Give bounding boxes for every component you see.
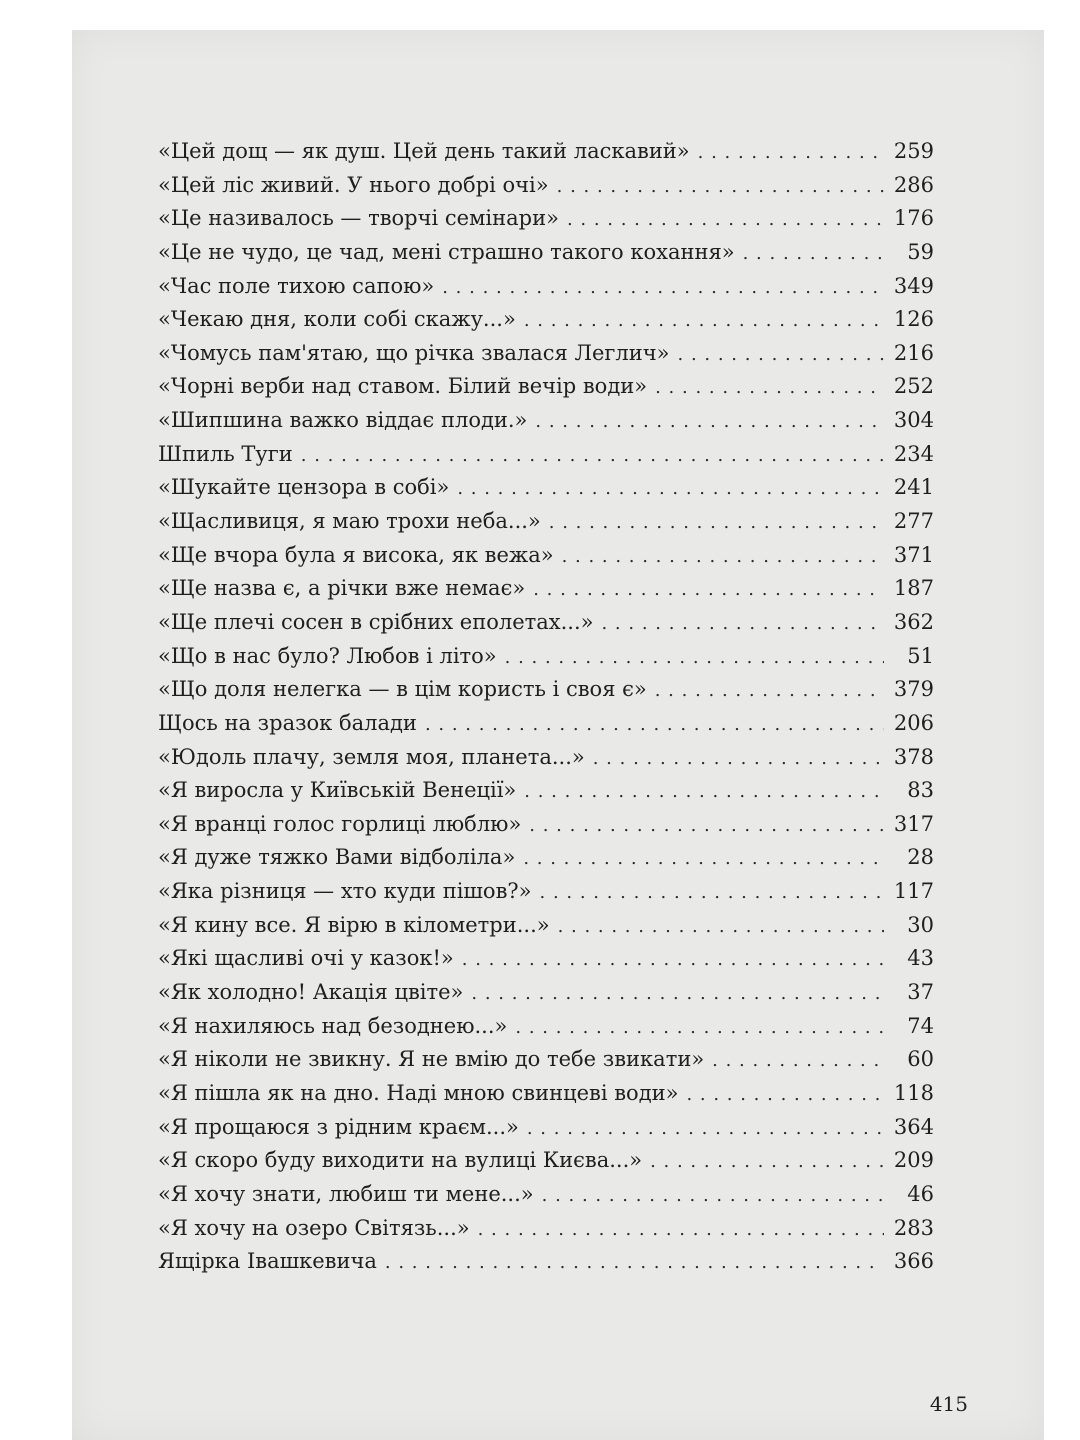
dot-leader: [471, 983, 884, 1004]
dot-leader: [601, 613, 884, 634]
toc-entry-page: 283: [893, 1215, 934, 1240]
toc-entry-page: 259: [893, 139, 934, 163]
dot-leader: [549, 512, 884, 533]
table-of-contents: [158, 139, 934, 1283]
toc-entry-title: Щось на зразок балади: [158, 710, 417, 735]
toc-entry-title: «Я вранці голос горлиці люблю»: [158, 811, 522, 836]
toc-entry: [158, 879, 934, 913]
toc-entry-title: «Юдоль плачу, земля моя, планета...»: [158, 744, 585, 769]
dot-leader: [542, 1185, 884, 1206]
dot-leader: [540, 882, 884, 903]
toc-entry-title: «Чорні верби над ставом. Білий вечір води»: [158, 374, 648, 399]
toc-entry-title: «Я скоро буду виходити на вулиці Києва...»: [158, 1148, 643, 1173]
dot-leader: [562, 546, 884, 567]
toc-entry-title: «Ще вчора була я висока, як вежа»: [158, 542, 554, 567]
toc-entry-page: 187: [893, 576, 934, 601]
toc-entry-title: «Ще назва є, а річки вже немає»: [158, 576, 526, 601]
dot-leader: [523, 848, 884, 869]
toc-entry-title: «Я хочу знати, любиш ти мене...»: [158, 1181, 534, 1206]
toc-entry-title: «Що доля нелегка — в цім користь і своя є»: [158, 677, 647, 702]
toc-entry-page: 43: [907, 946, 934, 971]
toc-entry-title: «Я дуже тяжко Вами відболіла»: [158, 845, 516, 870]
toc-entry: [158, 980, 934, 1014]
toc-entry-title: «Шукайте цензора в собі»: [158, 475, 450, 500]
toc-entry-title: «Які щасливі очі у казок!»: [158, 946, 454, 971]
toc-entry-page: 37: [907, 980, 934, 1005]
toc-entry: [158, 610, 934, 644]
dot-leader: [557, 176, 884, 197]
toc-entry-page: 118: [893, 1080, 934, 1105]
toc-entry: [158, 778, 934, 812]
book-page: [72, 30, 1044, 1440]
toc-entry-page: 59: [907, 239, 934, 264]
dot-leader: [533, 579, 884, 600]
toc-entry-title: «Щасливиця, я маю трохи неба...»: [158, 509, 541, 534]
toc-entry-page: 304: [893, 408, 934, 433]
toc-entry-page: 286: [893, 172, 934, 197]
toc-entry-page: 30: [907, 912, 934, 937]
toc-entry-page: 206: [893, 710, 934, 735]
toc-entry-title: «Цей дощ — як душ. Цей день такий ласкавий»: [158, 139, 690, 163]
toc-entry-title: «Це називалось — творчі семінари»: [158, 206, 559, 231]
toc-entry-page: 362: [893, 609, 934, 634]
toc-entry: [158, 913, 934, 947]
toc-entry: [158, 240, 934, 274]
dot-leader: [650, 1151, 884, 1172]
dot-leader: [524, 310, 884, 331]
dot-leader: [686, 1084, 884, 1105]
toc-entry-title: «Чекаю дня, коли собі скажу...»: [158, 307, 516, 332]
toc-entry-page: 216: [893, 340, 934, 365]
dot-leader: [515, 1017, 884, 1038]
toc-entry: [158, 1249, 934, 1283]
toc-entry-title: Ящірка Івашкевича: [158, 1249, 377, 1274]
toc-entry-page: 379: [893, 677, 934, 702]
toc-entry-title: «Цей ліс живий. У нього добрі очі»: [158, 172, 549, 197]
toc-entry: [158, 173, 934, 207]
toc-entry-page: 317: [893, 811, 934, 836]
toc-entry: [158, 408, 934, 442]
toc-entry: [158, 1182, 934, 1216]
dot-leader: [442, 277, 884, 298]
toc-entry-title: «Я хочу на озеро Світязь...»: [158, 1215, 470, 1240]
toc-entry-title: «Я виросла у Київській Венеції»: [158, 778, 517, 803]
toc-entry: [158, 711, 934, 745]
page-number: 415: [929, 1392, 968, 1416]
toc-entry-title: «Я ніколи не звикну. Я не вмію до тебе звикати»: [158, 1047, 705, 1072]
toc-entry: [158, 812, 934, 846]
toc-entry-page: 241: [893, 475, 934, 500]
dot-leader: [712, 1050, 884, 1071]
toc-entry-page: 234: [893, 441, 934, 466]
dot-leader: [527, 1118, 884, 1139]
toc-entry-title: «Я кину все. Я вірю в кілометри...»: [158, 912, 550, 937]
toc-entry-page: 46: [907, 1181, 934, 1206]
toc-entry-page: 378: [893, 744, 934, 769]
dot-leader: [478, 1219, 884, 1240]
dot-leader: [524, 781, 884, 802]
toc-entry-page: 28: [907, 845, 934, 870]
toc-entry: [158, 845, 934, 879]
toc-entry: [158, 1047, 934, 1081]
toc-entry-page: 176: [893, 206, 934, 231]
toc-entry-title: «Це не чудо, це чад, мені страшно такого кохання»: [158, 239, 735, 264]
toc-entry-page: 366: [893, 1249, 934, 1274]
toc-entry: [158, 576, 934, 610]
dot-leader: [655, 377, 884, 398]
toc-entry: [158, 745, 934, 779]
toc-entry-page: 364: [893, 1114, 934, 1139]
toc-entry-title: «Я нахиляюсь над безоднею...»: [158, 1013, 508, 1038]
toc-entry: [158, 274, 934, 308]
toc-entry: [158, 139, 934, 173]
toc-entry: [158, 946, 934, 980]
dot-leader: [593, 748, 884, 769]
dot-leader: [698, 142, 884, 163]
toc-entry: [158, 307, 934, 341]
toc-entry-page: 209: [893, 1148, 934, 1173]
toc-entry-title: «Яка різниця — хто куди пішов?»: [158, 879, 532, 904]
dot-leader: [385, 1252, 884, 1273]
toc-entry-page: 371: [893, 542, 934, 567]
toc-entry: [158, 374, 934, 408]
toc-entry-title: «Час поле тихою сапою»: [158, 273, 435, 298]
dot-leader: [505, 647, 884, 668]
toc-entry-page: 126: [893, 307, 934, 332]
dot-leader: [462, 949, 884, 970]
dot-leader: [301, 445, 884, 466]
toc-entry-page: 60: [907, 1047, 934, 1072]
toc-entry-page: 277: [893, 509, 934, 534]
toc-entry-page: 74: [907, 1013, 934, 1038]
toc-entry-title: «Чомусь пам'ятаю, що річка звалася Леглич»: [158, 340, 670, 365]
dot-leader: [425, 714, 884, 735]
dot-leader: [655, 680, 884, 701]
toc-entry: [158, 1081, 934, 1115]
toc-entry-title: Шпиль Туги: [158, 441, 293, 466]
dot-leader: [535, 411, 884, 432]
toc-entry: [158, 1148, 934, 1182]
toc-entry: [158, 677, 934, 711]
toc-entry: [158, 543, 934, 577]
toc-entry-page: 349: [893, 273, 934, 298]
toc-entry-title: «Що в нас було? Любов і літо»: [158, 643, 497, 668]
toc-entry: [158, 341, 934, 375]
dot-leader: [743, 243, 884, 264]
toc-entry-page: 252: [893, 374, 934, 399]
toc-entry-page: 51: [907, 643, 934, 668]
toc-entry: [158, 475, 934, 509]
dot-leader: [567, 209, 884, 230]
toc-entry-title: «Ще плечі сосен в срібних еполетах...»: [158, 609, 594, 634]
toc-entry: [158, 1115, 934, 1149]
toc-entry-page: 83: [907, 778, 934, 803]
toc-entry: [158, 1014, 934, 1048]
toc-entry: [158, 442, 934, 476]
dot-leader: [529, 815, 884, 836]
dot-leader: [457, 478, 884, 499]
toc-entry: [158, 206, 934, 240]
toc-entry-title: «Як холодно! Акація цвіте»: [158, 980, 464, 1005]
toc-entry-page: 117: [893, 879, 934, 904]
toc-entry: [158, 509, 934, 543]
toc-entry: [158, 1216, 934, 1250]
toc-entry: [158, 644, 934, 678]
dot-leader: [558, 916, 884, 937]
toc-entry-title: «Я пішла як на дно. Наді мною свинцеві води»: [158, 1080, 679, 1105]
dot-leader: [678, 344, 885, 365]
toc-entry-title: «Я прощаюся з рідним краєм...»: [158, 1114, 519, 1139]
toc-entry-title: «Шипшина важко віддає плоди.»: [158, 408, 528, 433]
